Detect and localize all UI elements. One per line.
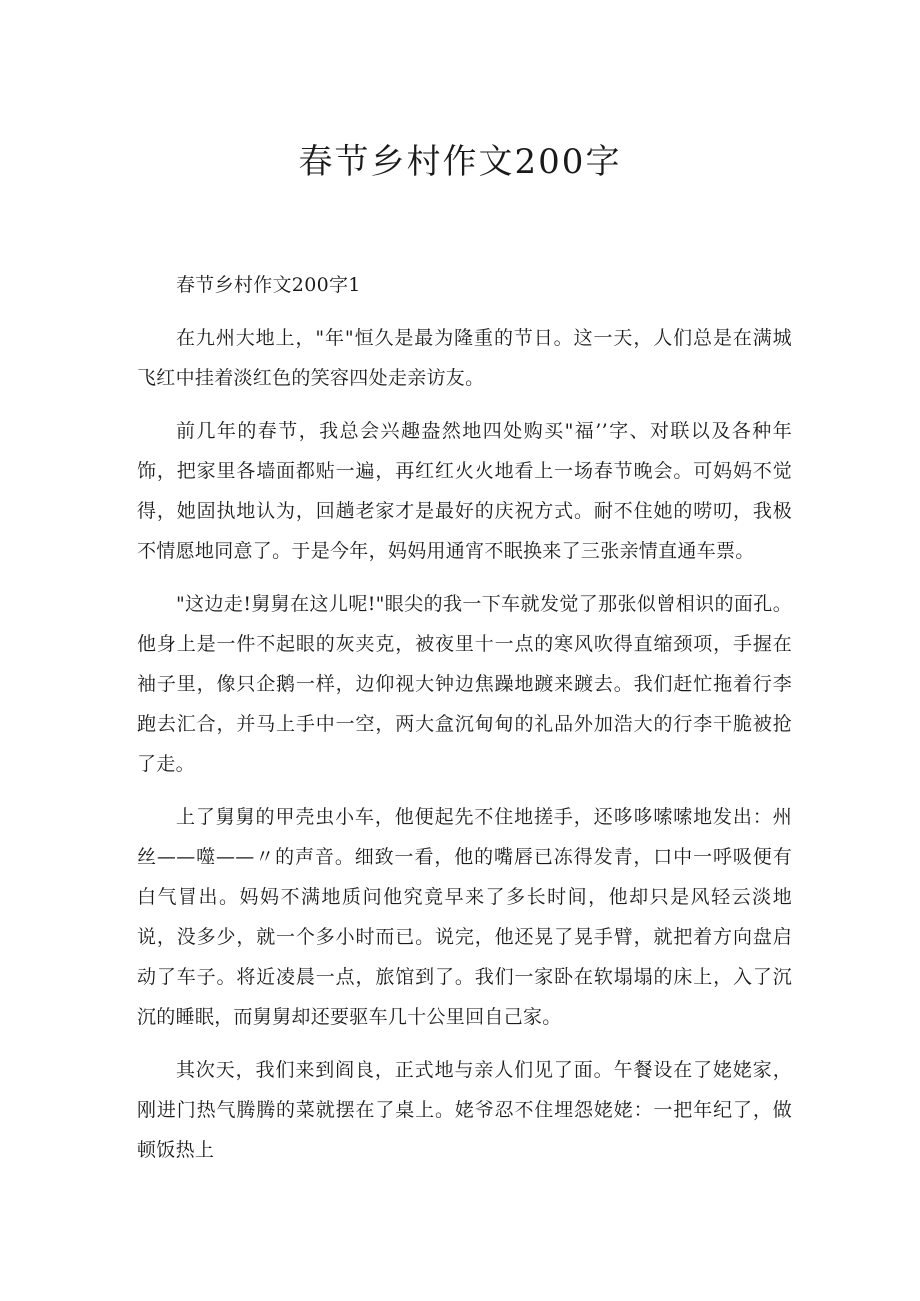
paragraph: 上了舅舅的甲壳虫小车，他便起先不住地搓手，还哆哆嗦嗦地发出：州丝——噬——〃的声音。细致一看，他的嘴唇已冻得发青，口中一呼吸便有白气冒出。妈妈不满地质问他究竟早来了多长时间，他却只是风轻云淡地说，没多少，就一个多小时而已。说完，他还晃了晃手臂，就把着方向盘启动了车子。将近凌晨一点，旅馆到了。我们一家卧在软塌塌的床上，入了沉沉的睡眠，而舅舅却还要驱车几十公里回自己家。 — [137, 806, 792, 1028]
section-heading: 春节乡村作文200字1 — [176, 274, 361, 296]
paragraph: 前几年的春节，我总会兴趣盎然地四处购买"福’’字、对联以及各种年饰，把家里各墙面都贴一遍，再红红火火地看上一场春节晚会。可妈妈不觉得，她固执地认为，回趟老家才是最好的庆祝方式。耐不住她的唠叨，我极不情愿地同意了。于是今年，妈妈用通宵不眠换来了三张亲情直通车票。 — [137, 420, 792, 562]
paragraph: 在九州大地上，"年"恒久是最为隆重的节日。这一天，人们总是在满城飞红中挂着淡红色的笑容四处走亲访友。 — [137, 327, 792, 389]
paragraph: "这边走!舅舅在这儿呢!"眼尖的我一下车就发觉了那张似曾相识的面孔。他身上是一件不起眼的灰夹克，被夜里十一点的寒风吹得直缩颈项，手握在袖子里，像只企鹅一样，边仰视大钟边焦躁地踱来踱去。我们赶忙拖着行李跑去汇合，并马上手中一空，两大盒沉甸甸的礼品外加浩大的行李干脆被抢了走。 — [137, 593, 792, 775]
paragraph: 其次天，我们来到阎良，正式地与亲人们见了面。午餐设在了姥姥家，刚进门热气腾腾的菜就摆在了桌上。姥爷忍不住埋怨姥姥：一把年纪了，做顿饭热上 — [137, 1059, 792, 1161]
document-body — [137, 265, 792, 1183]
document-title: 春节乡村作文200字 — [298, 142, 622, 182]
